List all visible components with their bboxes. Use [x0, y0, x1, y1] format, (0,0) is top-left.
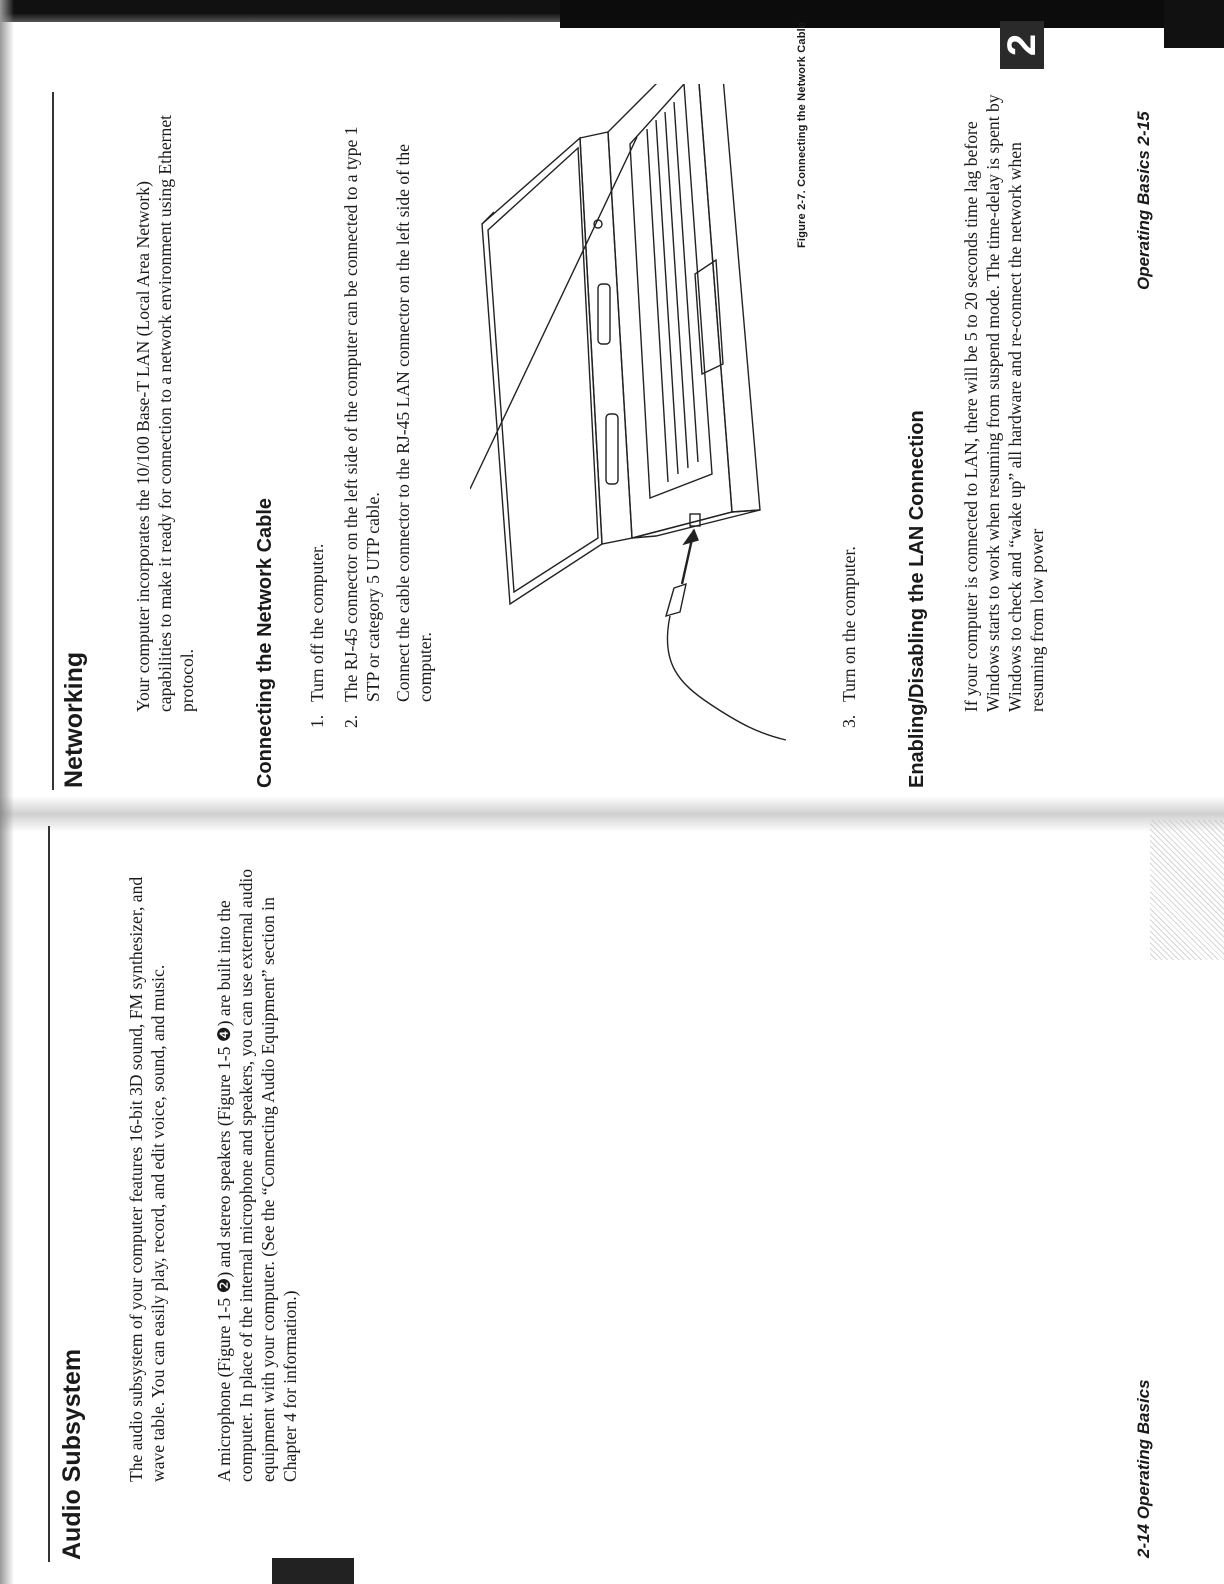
step-text: The RJ-45 connector on the left side of the computer can be connected to a type 1 STP or category 5 UTP cable.: [341, 126, 383, 702]
left-thumb-tab: [272, 1558, 354, 1584]
step-number: 3.: [839, 714, 859, 728]
network-cable-figure: [470, 84, 790, 744]
step-text: Turn off the computer.: [307, 543, 327, 702]
audio-paragraph-2: A microphone (Figure 1-5 ❷) and stereo speakers (Figure 1-5 ❹) are built into the computer. In place of the internal microphone and speakers, you can use external audio equipment with your computer. (See the “Connecting Audio Equipment” section in Chapter 4 for information.): [214, 868, 300, 1482]
step-text: Connect the cable connector to the RJ-45 LAN connector on the left side of the computer.: [393, 144, 435, 702]
figure-caption: Figure 2-7. Connecting the Network Cable: [796, 21, 808, 248]
left-page-top-rule: [48, 826, 50, 1562]
left-page-footer: 2-14 Operating Basics: [1134, 1379, 1153, 1558]
audio-paragraph-1: The audio subsystem of your computer features 16-bit 3D sound, FM synthesizer, and wave table. You can easily play, record, and edit voice, sound, and music.: [126, 876, 168, 1482]
connecting-cable-heading: Connecting the Network Cable: [254, 497, 276, 788]
step-number: 1.: [307, 714, 327, 728]
networking-intro: Your computer incorporates the 10/100 Base-T LAN (Local Area Network) capabilities to make it ready for connection to a network environment using Ethernet protocol.: [133, 114, 197, 712]
right-page-footer: Operating Basics 2-15: [1134, 111, 1153, 290]
right-page-top-rule: [52, 92, 54, 790]
audio-subsystem-heading: Audio Subsystem: [58, 1348, 86, 1560]
step-number: 2.: [341, 714, 361, 728]
lan-paragraph: If your computer is connected to LAN, there will be 5 to 20 seconds time lag before Windows starts to work when resuming from suspend mode. The time-delay is spent by Windows to check and “wake up” all hardware and re-connect the network when resuming from low power: [961, 94, 1047, 712]
chapter-tab: 2: [1000, 21, 1044, 69]
networking-heading: Networking: [60, 651, 88, 788]
lan-connection-heading: Enabling/Disabling the LAN Connection: [906, 410, 928, 788]
step-text: Turn on the computer.: [839, 546, 859, 702]
